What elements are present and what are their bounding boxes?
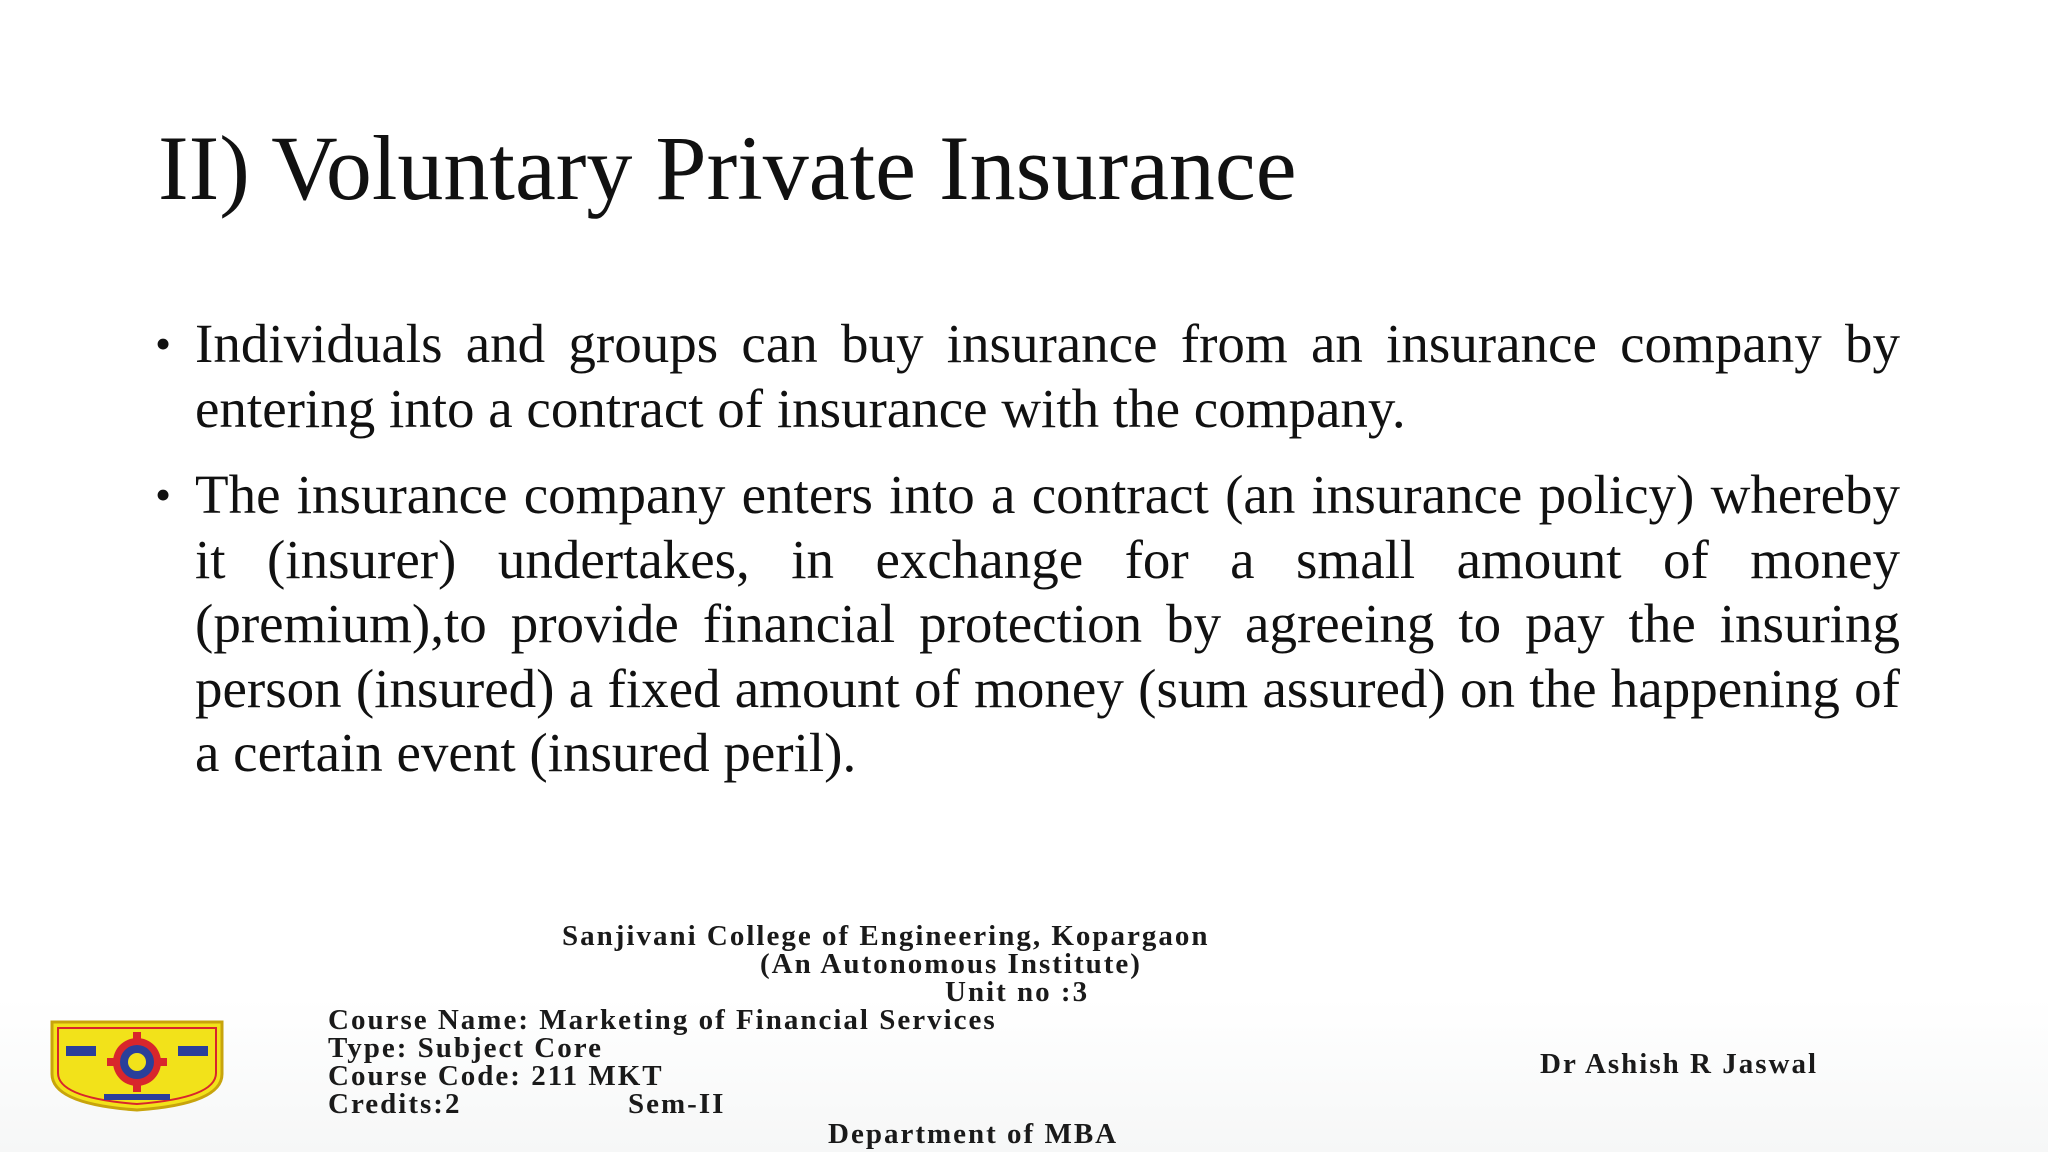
unit-number: Unit no :3 xyxy=(945,976,1090,1008)
college-crest-icon xyxy=(44,1016,230,1112)
slide-title: II) Voluntary Private Insurance xyxy=(158,117,1297,219)
bullet-marker: • xyxy=(155,318,172,369)
course-type: Type: Subject Core xyxy=(328,1032,603,1064)
course-name: Course Name: Marketing of Financial Services xyxy=(328,1004,997,1036)
semester: Sem-II xyxy=(628,1088,726,1120)
bullet-item xyxy=(155,312,1900,441)
bullet-item xyxy=(155,463,1900,786)
author-name: Dr Ashish R Jaswal xyxy=(1540,1048,1818,1080)
bullet-list xyxy=(155,312,1900,808)
college-name: Sanjivani College of Engineering, Kopargaon xyxy=(562,920,1210,952)
course-code: Course Code: 211 MKT xyxy=(328,1060,664,1092)
bullet-text: The insurance company enters into a contract (an insurance policy) whereby it (insurer) undertakes, in exchange for a small amount of money (premium),to provide financial protection by agreeing to pay the insuring person (insured) a fixed amount of money (sum assured) on the happening of a certain event (insured peril). xyxy=(195,464,1900,783)
autonomous-label: (An Autonomous Institute) xyxy=(760,948,1142,980)
bullet-marker: • xyxy=(155,469,172,520)
bullet-text: Individuals and groups can buy insurance from an insurance company by entering into a contract of insurance with the company. xyxy=(195,313,1900,439)
department-name: Department of MBA xyxy=(828,1118,1119,1150)
course-credits: Credits:2 xyxy=(328,1088,462,1120)
